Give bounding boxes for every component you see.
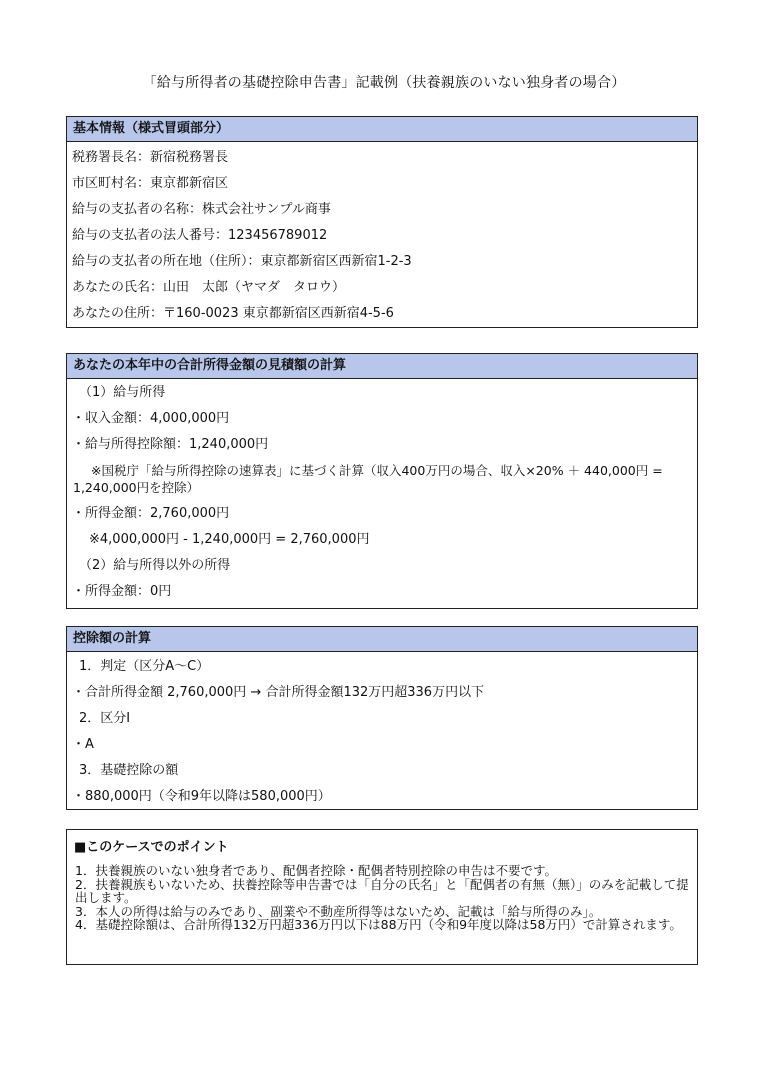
income-calc-section (66, 353, 698, 609)
net-income-row: ・所得金額：2,760,000円 (72, 506, 230, 521)
point-item-2: 2．扶養親族もいないため、扶養控除等申告書では「自分の氏名」と「配偶者の有無（無）」のみを記載して提出します。 (75, 876, 689, 905)
municipality-row: 市区町村名：東京都新宿区 (72, 176, 229, 191)
net-income-formula: ※4,000,000円 - 1,240,000円 = 2,760,000円 (89, 532, 370, 547)
payer-corporate-number-row: 給与の支払者の法人番号：123456789012 (72, 228, 328, 243)
other-income-amount-row: ・所得金額：0円 (72, 584, 172, 599)
deduction-calc-section (66, 626, 698, 810)
points-header: ■このケースでのポイント (74, 840, 229, 855)
payer-name-row: 給与の支払者の名称：株式会社サンプル商事 (72, 202, 331, 217)
category-value-row: ・A (72, 737, 94, 752)
applicant-name-row: あなたの氏名：山田 太郎（ヤマダ タロウ） (72, 280, 346, 295)
basic-deduction-amount-row: ・880,000円（令和9年以降は580,000円） (72, 789, 331, 804)
salary-income-title: （1）給与所得 (79, 385, 166, 400)
salary-deduction-row: ・給与所得控除額：1,240,000円 (72, 437, 269, 452)
point-item-1: 1．扶養親族のいない独身者であり、配偶者控除・配偶者特別控除の申告は不要です。 (75, 863, 557, 878)
basic-info-header: 基本情報（様式冒頭部分） (67, 117, 697, 142)
tax-office-row: 税務署長名：新宿税務署長 (72, 150, 229, 165)
applicant-address-row: あなたの住所：〒160-0023 東京都新宿区西新宿4-5-6 (72, 306, 394, 321)
basic-deduction-title: 3．基礎控除の額 (79, 763, 179, 778)
point-item-3: 3．本人の所得は給与のみであり、副業や不動産所得等はないため、記載は「給与所得のみ」。 (75, 903, 602, 919)
income-calc-header: あなたの本年中の合計所得金額の見積額の計算 (67, 354, 697, 379)
deduction-note: ※国税庁「給与所得控除の速算表」に基づく計算（収入400万円の場合、収入×20% ＋ 440,000円 = 1,240,000円を控除） (73, 463, 663, 495)
total-income-judgement-row: ・合計所得金額 2,760,000円 → 合計所得金額132万円超336万円以下 (72, 685, 485, 700)
basic-info-section (66, 116, 698, 328)
payer-address-row: 給与の支払者の所在地（住所）：東京都新宿区西新宿1-2-3 (72, 254, 412, 269)
other-income-title: （2）給与所得以外の所得 (79, 558, 231, 573)
point-item-4: 4．基礎控除額は、合計所得132万円超336万円以下は88万円（令和9年度以降は58万円）で計算されます。 (75, 917, 682, 932)
deduction-calc-header: 控除額の計算 (67, 627, 697, 652)
category-title: 2．区分Ⅰ (79, 711, 131, 726)
points-section (66, 829, 698, 965)
income-amount-row: ・収入金額：4,000,000円 (72, 411, 230, 426)
judgement-title: 1．判定（区分A～C） (79, 659, 210, 674)
document-title: 「給与所得者の基礎控除申告書」記載例（扶養親族のいない独身者の場合） (142, 75, 626, 91)
